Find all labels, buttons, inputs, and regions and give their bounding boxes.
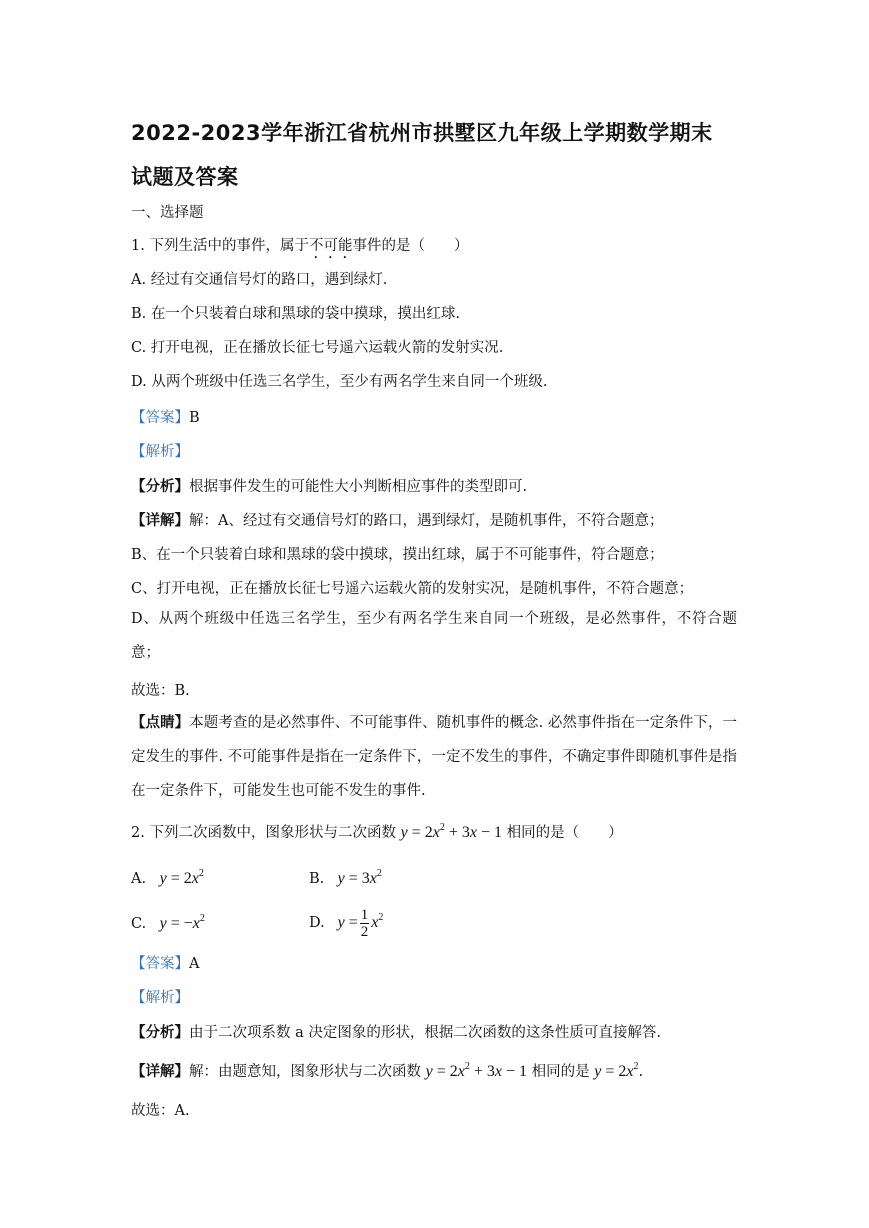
q2-option-b-formula: $y = 3x^2$ [337, 868, 382, 887]
q2-answer-value: A [189, 956, 200, 972]
section-heading: 一、选择题 [131, 205, 204, 221]
q2-stem-post: 相同的是（ ） [506, 825, 623, 841]
q1-choose: 故选：B. [131, 683, 190, 699]
q1-answer [131, 408, 200, 428]
xiangjie-tag: 【详解】 [131, 1063, 189, 1080]
q1-answer-value: B [189, 410, 200, 426]
q2-xiangjie-pre: 解：由题意知，图象形状与二次函数 [189, 1064, 421, 1080]
q2-xiangjie-formula-1: $y = 2x^2 + 3x - 1$ [425, 1061, 528, 1080]
q1-xiangjie-a [131, 511, 663, 531]
answer-tag: 【答案】 [131, 410, 189, 426]
fenxi-tag: 【分析】 [131, 1024, 189, 1041]
q2-stem [131, 823, 623, 843]
q1-stem [131, 236, 468, 262]
q1-stem-post: 事件的是（ ） [352, 238, 469, 254]
q2-xiangjie [131, 1062, 643, 1082]
q2-fenxi [131, 1023, 661, 1043]
q2-option-c [131, 914, 205, 934]
q2-fenxi-text: 由于二次项系数 a 决定图象的形状，根据二次函数的这条性质可直接解答. [189, 1025, 661, 1041]
q1-dianjing-text: 本题考查的是必然事件、不可能事件、随机事件的概念. 必然事件指在一定条件下，一定发生的事件. 不可能事件是指在一定条件下，一定不发生的事件，不确定事件即随机事件是指在一定条件下，可能发生也可能不发生的事件. [131, 715, 738, 799]
fenxi-tag: 【分析】 [131, 478, 189, 495]
answer-tag: 【答案】 [131, 956, 189, 972]
q2-xiangjie-mid: 相同的是 [531, 1064, 590, 1080]
q1-fenxi-text: 根据事件发生的可能性大小判断相应事件的类型即可. [189, 479, 528, 495]
q2-stem-pre: 2. 下列二次函数中，图象形状与二次函数 [131, 825, 396, 841]
q2-option-a-formula: $y = 2x^2$ [159, 868, 204, 887]
q1-analysis-tag: 【解析】 [131, 444, 189, 460]
q2-choose: 故选：A. [131, 1103, 190, 1119]
q2-option-b-label: B. [309, 871, 325, 887]
q2-stem-formula: $y = 2x^2 + 3x - 1$ [400, 822, 502, 841]
q1-dianjing [131, 706, 737, 808]
q2-option-c-formula: $y = -x^2$ [159, 913, 205, 932]
q1-xiangjie-d: D、从两个班级中任选三名学生，至少有两名学生来自同一个班级，是必然事件，不符合题意； [131, 611, 737, 661]
q1-xiangjie-c: C、打开电视，正在播放长征七号遥六运载火箭的发射实况，是随机事件，不符合题意； [131, 581, 694, 597]
q2-option-a [131, 869, 204, 889]
q1-stem-emphasis: 不可能 [308, 238, 353, 254]
q1-xiangjie-a-text: 解：A、经过有交通信号灯的路口，遇到绿灯，是随机事件，不符合题意； [189, 513, 664, 529]
dianjing-tag: 【点睛】 [131, 714, 190, 731]
xiangjie-tag: 【详解】 [131, 512, 189, 529]
document-title-line-2: 试题及答案 [131, 165, 239, 189]
q2-option-d-label: D. [309, 915, 325, 931]
q1-option-b: B. 在一个只装着白球和黑球的袋中摸球，摸出红球. [131, 306, 460, 322]
q1-fenxi [131, 477, 527, 497]
q1-option-d: D. 从两个班级中任选三名学生，至少有两名学生来自同一个班级. [131, 374, 548, 390]
document-title-line-1: 2022-2023学年浙江省杭州市拱墅区九年级上学期数学期末 [131, 121, 713, 145]
q1-xiangjie-b: B、在一个只装着白球和黑球的袋中摸球，摸出红球，属于不可能事件，符合题意； [131, 547, 664, 563]
q2-analysis-tag: 【解析】 [131, 990, 189, 1006]
q2-option-b [309, 869, 382, 889]
q2-option-d-formula: y = $\frac{1}{2}$ $x^2$ [337, 906, 384, 940]
q1-option-a: A. 经过有交通信号灯的路口，遇到绿灯. [131, 272, 388, 288]
q2-option-c-label: C. [131, 916, 147, 932]
q2-xiangjie-formula-2: $y = 2x^2$ [594, 1061, 639, 1080]
q1-option-c: C. 打开电视，正在播放长征七号遥六运载火箭的发射实况. [131, 340, 504, 356]
q2-xiangjie-end: . [638, 1064, 644, 1080]
q2-answer [131, 954, 199, 974]
q2-option-d [309, 903, 383, 943]
q1-stem-pre: 1. 下列生活中的事件，属于 [131, 238, 309, 254]
q2-option-a-label: A. [131, 871, 147, 887]
